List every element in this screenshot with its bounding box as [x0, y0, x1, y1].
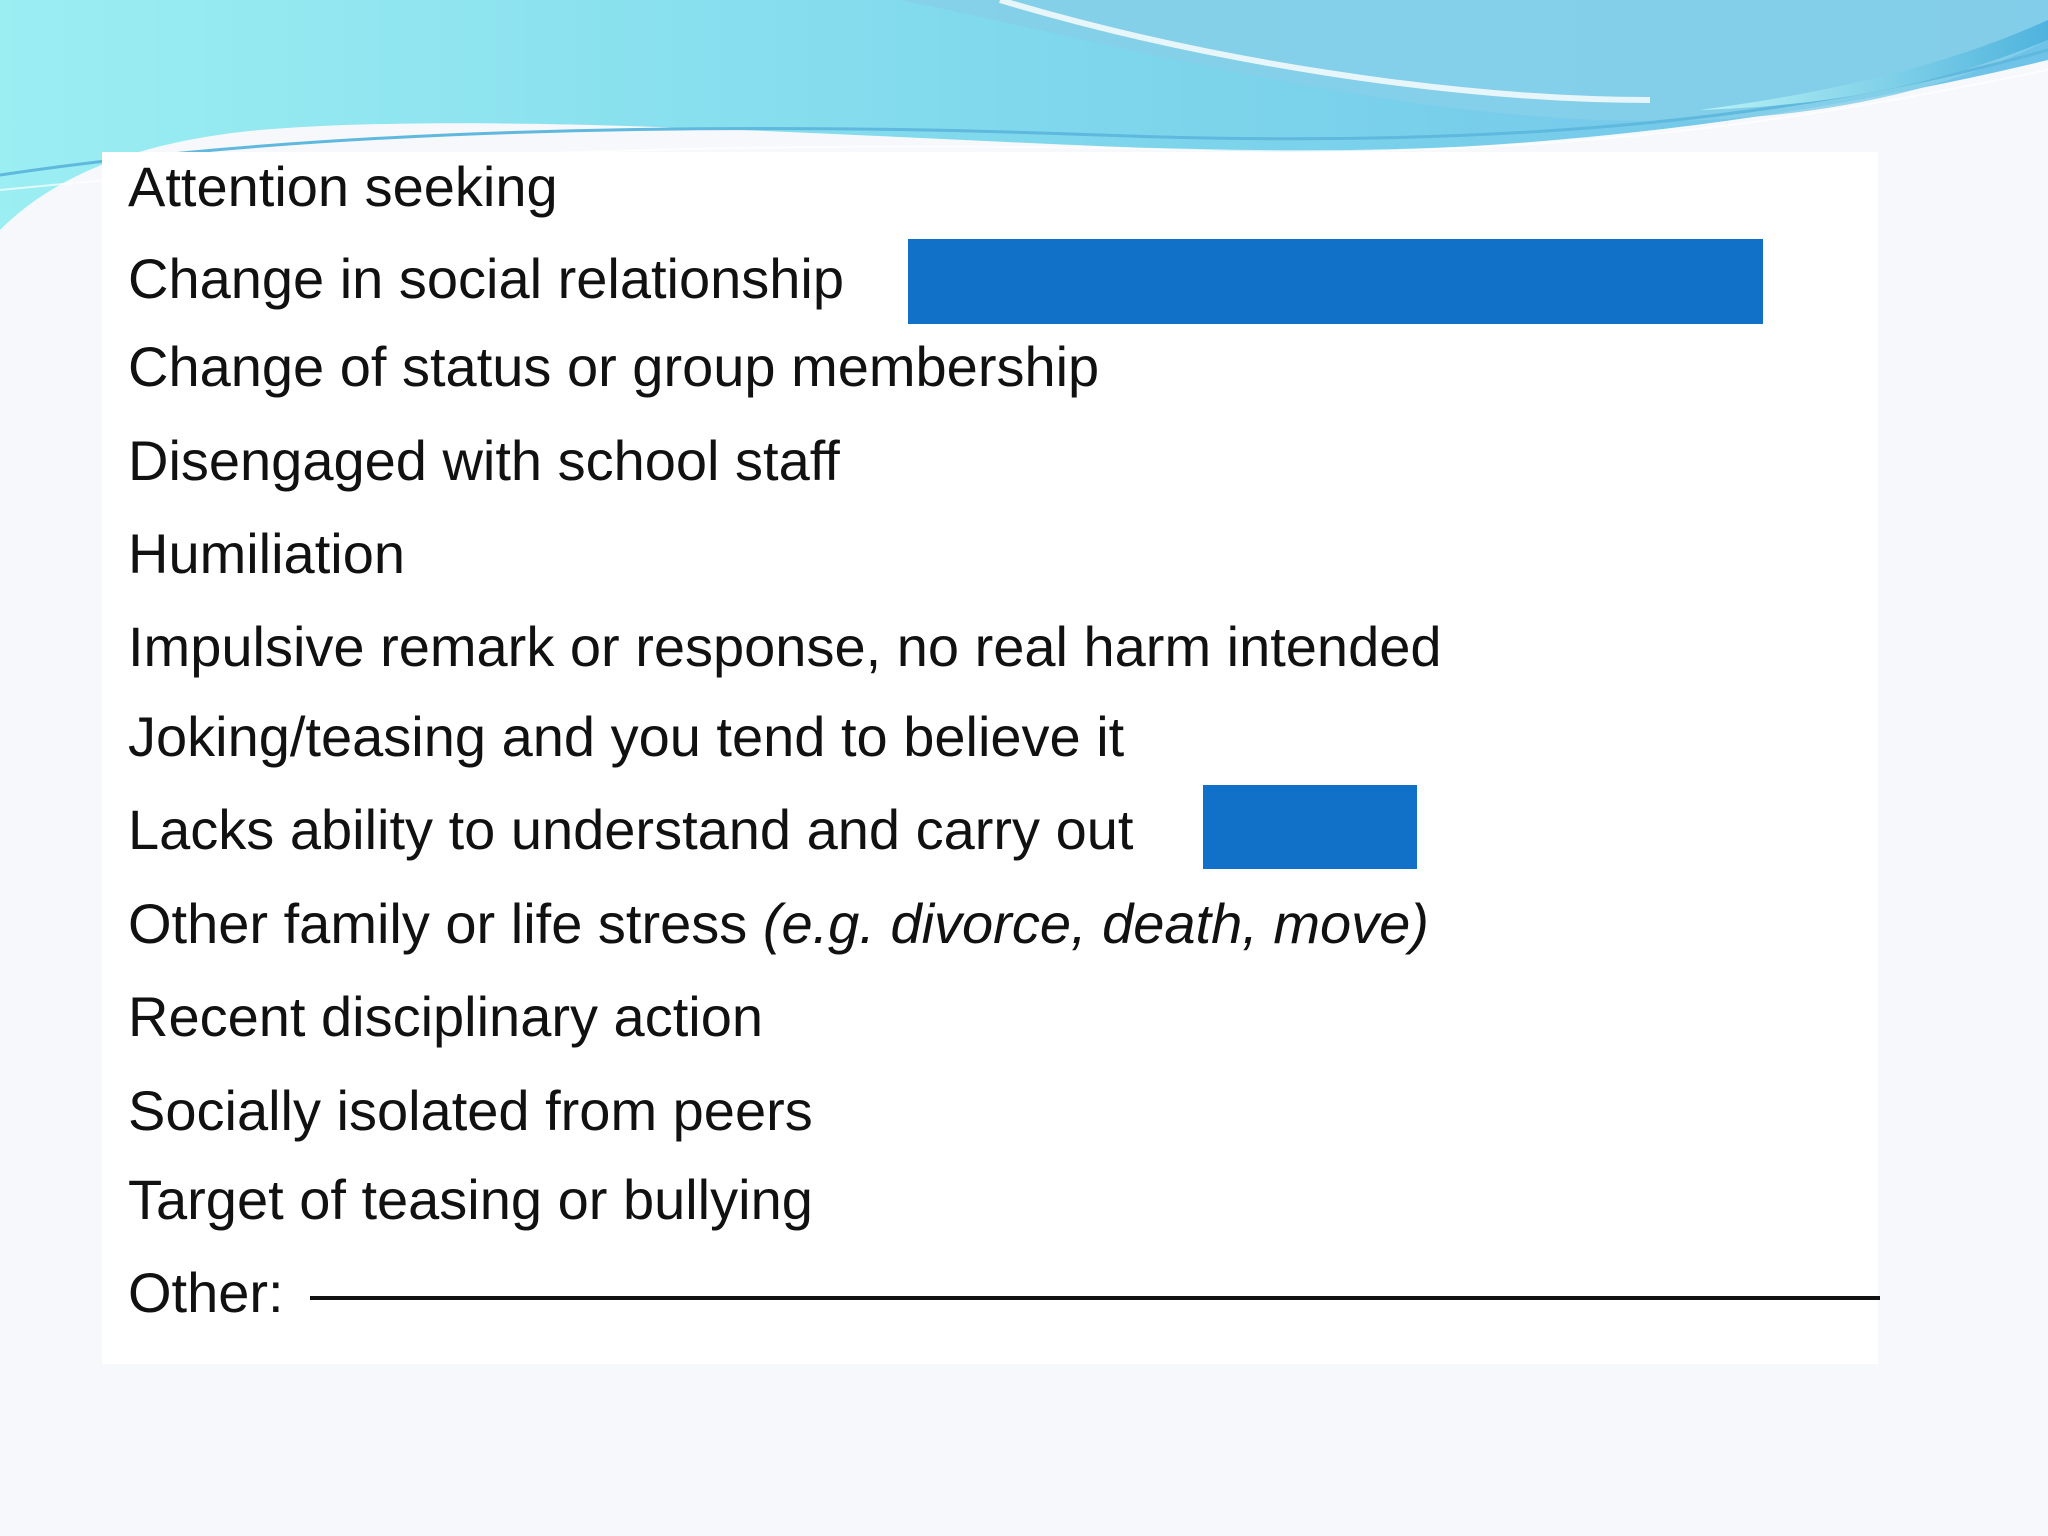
family-stress-label: Other family or life stress	[128, 892, 748, 955]
item-change-status: Change of status or group membership	[128, 335, 1100, 398]
item-change-social-relationship: Change in social relationship	[128, 247, 844, 310]
item-other-label: Other:	[128, 1261, 284, 1324]
item-impulsive-remark: Impulsive remark or response, no real harm intended	[128, 615, 1442, 678]
redaction-block	[1203, 785, 1417, 869]
family-stress-examples: (e.g. divorce, death, move)	[762, 892, 1429, 955]
other-blank-line	[310, 1296, 1880, 1300]
item-family-stress	[128, 889, 1429, 959]
item-socially-isolated: Socially isolated from peers	[128, 1079, 813, 1142]
item-humiliation: Humiliation	[128, 522, 405, 585]
item-target-teasing: Target of teasing or bullying	[128, 1168, 813, 1231]
item-joking-teasing: Joking/teasing and you tend to believe it	[128, 705, 1125, 768]
redaction-block	[908, 239, 1763, 324]
item-lacks-ability: Lacks ability to understand and carry out	[128, 798, 1134, 861]
checklist-panel	[102, 152, 1878, 1364]
item-disengaged-staff: Disengaged with school staff	[128, 429, 840, 492]
item-attention-seeking: Attention seeking	[128, 155, 558, 218]
item-disciplinary-action: Recent disciplinary action	[128, 985, 763, 1048]
